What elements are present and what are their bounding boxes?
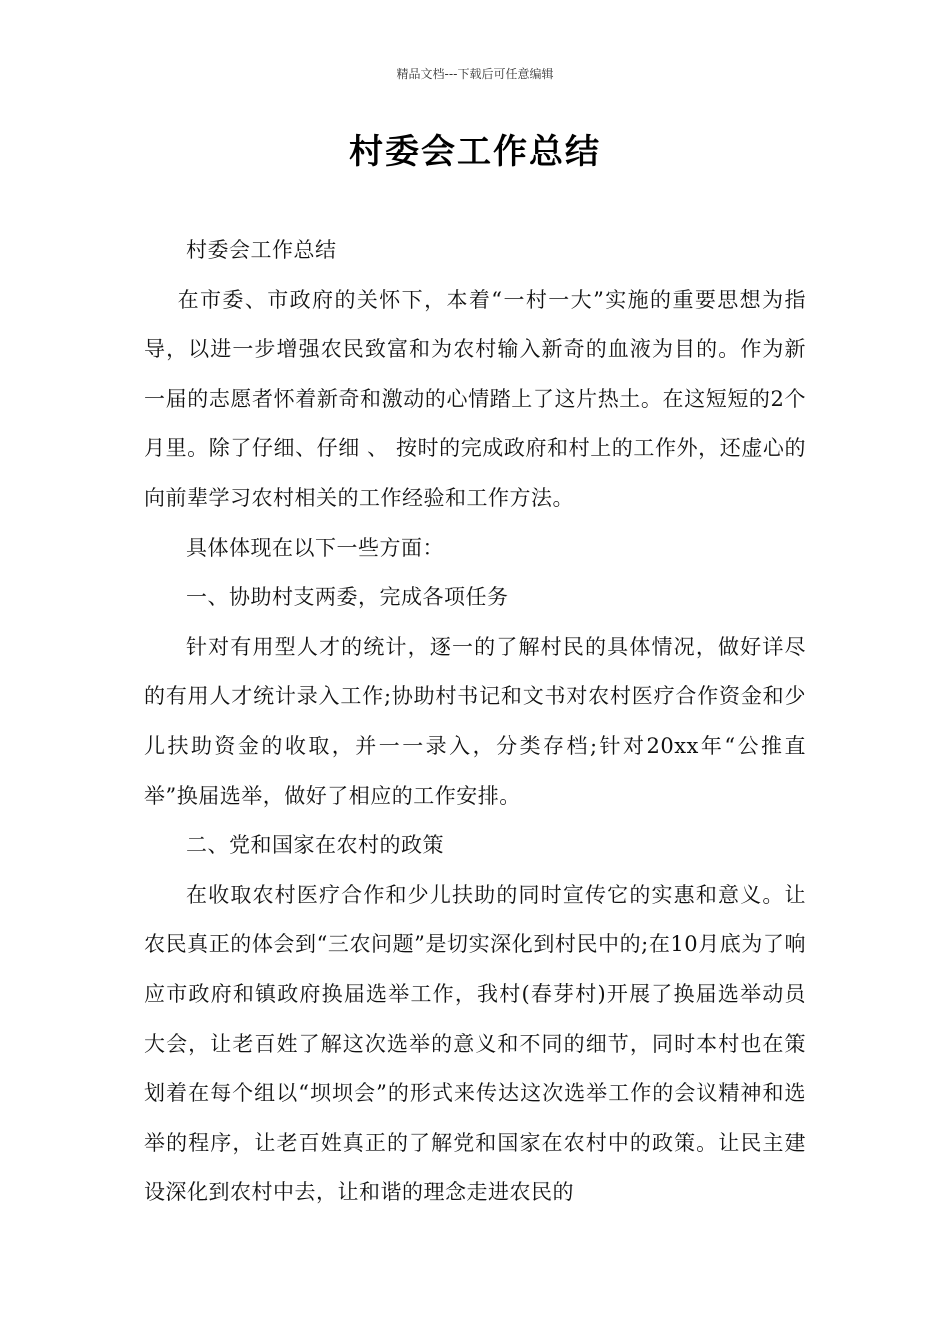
subtitle-paragraph: 村委会工作总结: [186, 238, 337, 262]
header-note: 精品文档---下载后可任意编辑: [396, 67, 554, 81]
body-paragraph: 在市委、市政府的关怀下，本着“一村一大”实施的重要思想为指导，以进一步增强农民致富和为农村输入新奇的血液为目的。作为新一届的志愿者怀着新奇和激动的心情踏上了这片热土。在这短短的2个月里。除了仔细、仔细 、 按时的完成政府和村上的工作外，还虚心的向前辈学习农村相关的工作经验和工作方法。: [144, 287, 806, 510]
page-title: 村委会工作总结: [349, 132, 601, 172]
document-body: [144, 226, 806, 1218]
section-heading: 一、协助村支两委，完成各项任务: [186, 585, 509, 610]
section-heading: 二、党和国家在农村的政策: [186, 833, 444, 858]
body-paragraph: 在收取农村医疗合作和少儿扶助的同时宣传它的实惠和意义。让农民真正的体会到“三农问题”是切实深化到村民中的;在10月底为了响应市政府和镇政府换届选举工作，我村(春芽村)开展了换届选举动员大会，让老百姓了解这次选举的意义和不同的细节，同时本村也在策划着在每个组以“坝坝会”的形式来传达这次选举工作的会议精神和选举的程序，让老百姓真正的了解党和国家在农村中的政策。让民主建设深化到农村中去，让和谐的理念走进农民的: [144, 882, 806, 1205]
body-paragraph: 针对有用型人才的统计，逐一的了解村民的具体情况，做好详尽的有用人才统计录入工作;协助村书记和文书对农村医疗合作资金和少儿扶助资金的收取，并一一录入，分类存档;针对20xx年“公推直举”换届选举，做好了相应的工作安排。: [144, 634, 806, 808]
body-paragraph: 具体体现在以下一些方面：: [186, 535, 444, 560]
